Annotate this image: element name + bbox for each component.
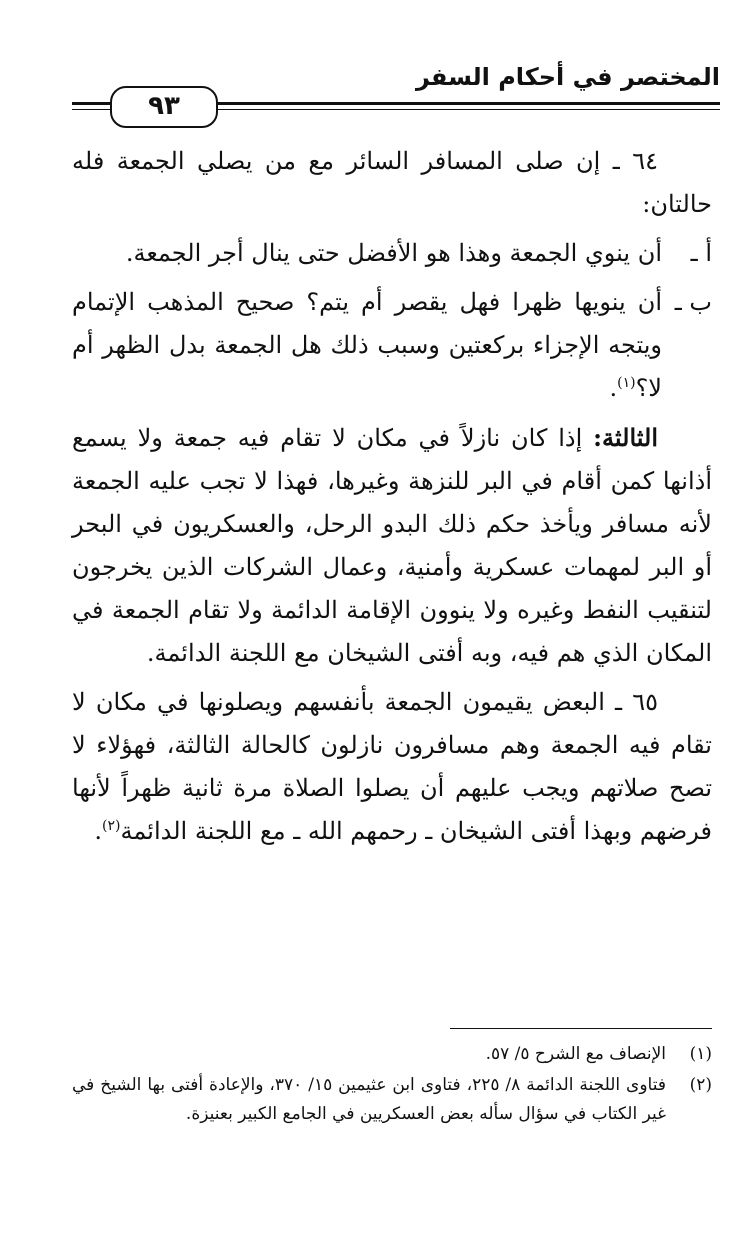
list-item-b-text: أن ينويها ظهرا فهل يقصر أم يتم؟ صحيح المذهب الإتمام ويتجه الإجزاء بركعتين وسبب ذلك هل الجمعة بدل الظهر أم لا؟: [72, 288, 662, 402]
footnote-ref-1[interactable]: (١): [617, 375, 636, 391]
header-rule-thin: [212, 109, 720, 110]
page-header: [72, 56, 720, 126]
footnote-1-text: الإنصاف مع الشرح ٥/ ٥٧.: [485, 1044, 666, 1064]
list-marker-b: ب ـ: [674, 288, 712, 316]
paragraph-65: [72, 681, 712, 853]
main-text: [72, 140, 712, 859]
paragraph-65-text: ٦٥ ـ البعض يقيمون الجمعة بأنفسهم ويصلونها في مكان لا تقام فيه الجمعة وهم مسافرون نازلون كالحالة الثالثة، فهؤلاء لا تصح صلاتهم ويجب عليهم أن يصلوا الصلاة مرة ثانية ظهراً لأنها فرضهم وبهذا أفتى الشيخان ـ رحمهم الله ـ مع اللجنة الدائمة: [72, 688, 712, 845]
header-rule-left-thin: [72, 109, 112, 110]
footnote-1: [72, 1040, 712, 1069]
list-marker-a: أ ـ: [690, 239, 712, 267]
list-item-b: [72, 281, 712, 410]
third-case-text: إذا كان نازلاً في مكان لا تقام فيه جمعة ولا يسمع أذانها كمن أقام في البر للنزهة وغيرها، فهذا لا تجب عليه الجمعة لأنه مسافر ويأخذ حكم ذلك البدو الرحل، والعسكريون في البحر أو البر لمهمات عسكرية وأمنية، وعمال الشركات الذين يخرجون لتنقيب النفط وغيره ولا ينوون الإقامة الدائمة ولا تقام الجمعة في المكان الذي هم فيه، وبه أفتى الشيخان مع اللجنة الدائمة.: [72, 424, 712, 667]
list-item-a-text: أن ينوي الجمعة وهذا هو الأفضل حتى ينال أجر الجمعة.: [125, 239, 662, 267]
footnote-2-text: فتاوى اللجنة الدائمة ٨/ ٢٢٥، فتاوى ابن عثيمين ١٥/ ٣٧٠، والإعادة أفتى بها الشيخ في غير الكتاب في سؤال سأله بعض العسكريين في الجامع الكبير بعنيزة.: [72, 1075, 666, 1124]
header-rule-left-thick: [72, 102, 112, 105]
paragraph-64-text: ٦٤ ـ إن صلى المسافر السائر مع من يصلي الجمعة فله حالتان:: [72, 147, 712, 218]
footnote-2-marker: (٢): [689, 1075, 712, 1095]
paragraph-65-end: .: [94, 817, 103, 845]
footnotes: [72, 1040, 712, 1131]
footnote-ref-2[interactable]: (٢): [102, 818, 121, 834]
header-rule-thick: [212, 102, 720, 105]
list-item-a: [72, 232, 712, 275]
running-title: المختصر في أحكام السفر: [415, 63, 720, 91]
footnote-2: [72, 1071, 712, 1129]
footnote-separator: [450, 1028, 712, 1029]
page-number: ٩٣: [110, 86, 218, 128]
footnote-1-marker: (١): [689, 1044, 712, 1064]
list-item-b-end: .: [609, 374, 618, 402]
third-case-heading: الثالثة:: [593, 423, 658, 452]
paragraph-64: [72, 140, 712, 226]
paragraph-third-case: [72, 416, 712, 675]
